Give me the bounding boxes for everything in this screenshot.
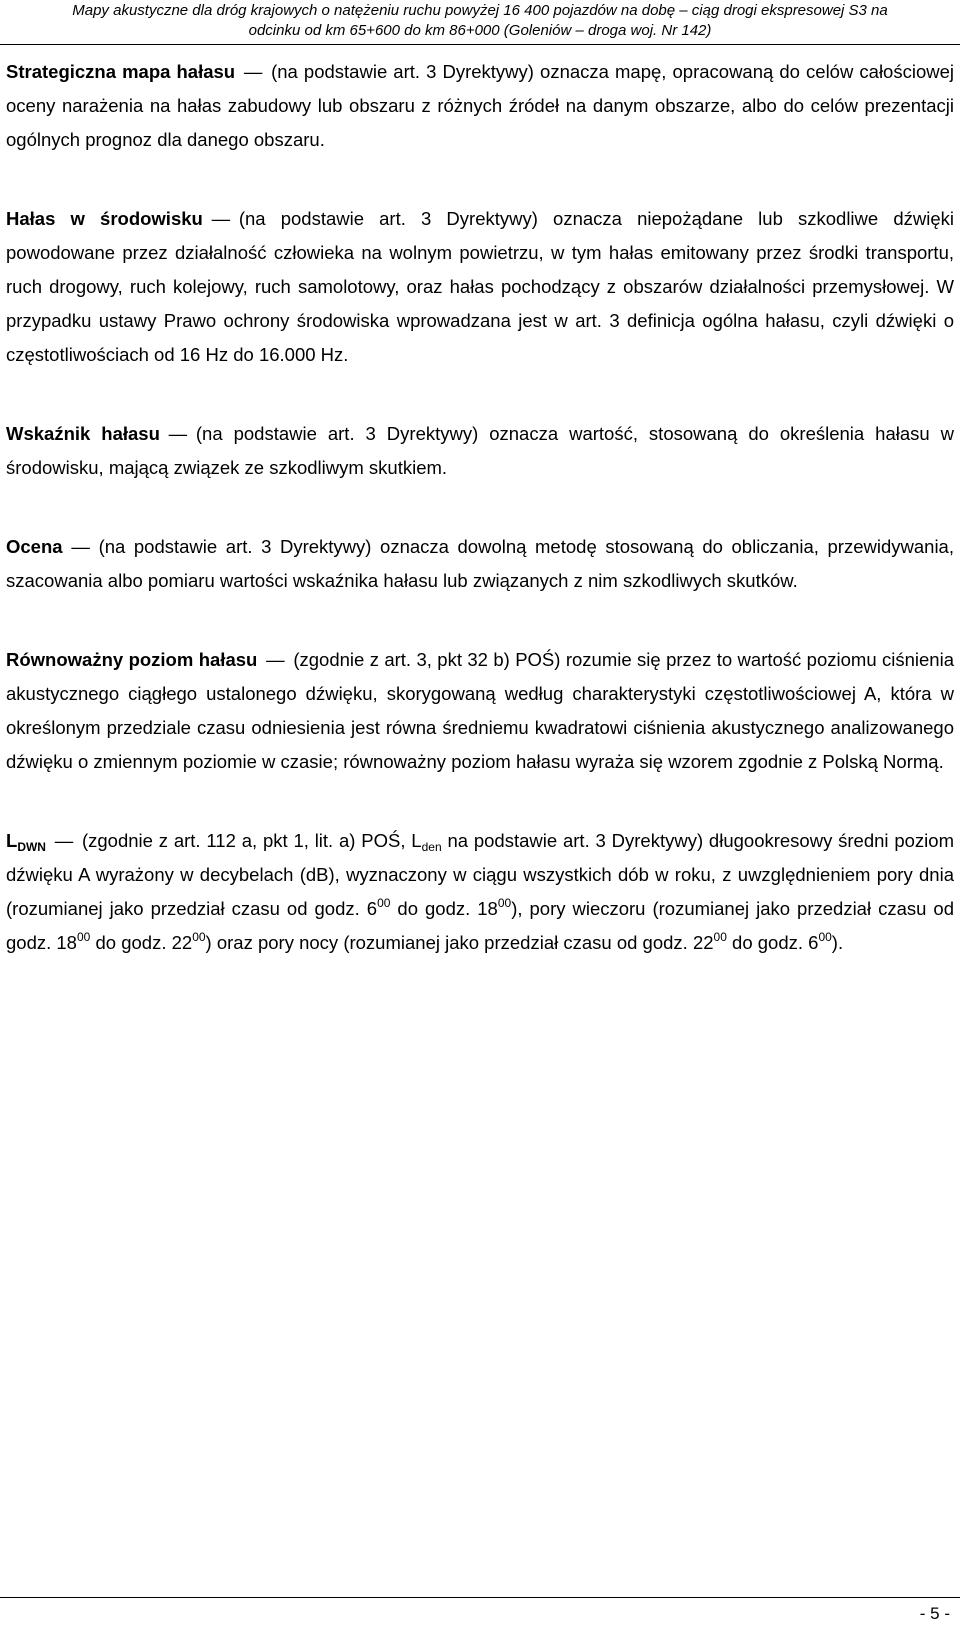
definition-environmental-noise <box>6 202 954 372</box>
superscript: 00 <box>76 930 91 944</box>
definition-text: (na podstawie art. 3 Dyrektywy) oznacza niepożądane lub szkodliwe dźwięki powodowane przez działalność człowieka na wolnym powietrzu, w tym hałas emitowany przez środki transportu, ruch drogowy, ruch kolejowy, ruch samolotowy, oraz hałas pochodzący z obszarów działalności przemysłowej. W przypadku ustawy Prawo ochrony środowiska wprowadzana jest w art. 3 definicja ogólna hałasu, czyli dźwięki o częstotliwościach od 16 Hz do 16.000 Hz. <box>6 208 954 365</box>
header-line-1: Mapy akustyczne dla dróg krajowych o natężeniu ruchu powyżej 16 400 pojazdów na dobę – ciąg drogi ekspresowej S3 na <box>72 2 888 19</box>
footer-divider <box>0 1597 960 1598</box>
subscript-den: den <box>421 840 442 854</box>
page-header <box>0 0 960 42</box>
definition-strategic-noise-map <box>6 55 954 157</box>
definition-equivalent-noise-level <box>6 643 954 779</box>
document-body <box>6 55 954 960</box>
definition-text: (zgodnie z art. 3, pkt 32 b) POŚ) rozumie się przez to wartość poziomu ciśnienia akustycznego ciągłego ustalonego dźwięku, skorygowaną według charakterystyki częstotliwościowej A, która w określonym przedziale czasu odniesienia jest równa średniemu kwadratowi ciśnienia akustycznego analizowanego dźwięku o zmiennym poziomie w czasie; równoważny poziom hałasu wyraża się wzorem zgodnie z Polską Normą. <box>6 649 954 772</box>
dash: — <box>266 649 285 670</box>
term-assessment: Ocena <box>6 536 63 557</box>
dash: — <box>168 423 188 444</box>
header-divider <box>0 44 960 45</box>
term-ldwn-main: L <box>6 830 18 851</box>
definition-text-6: ) oraz pory nocy (rozumianej jako przedział czasu od godz. 22 <box>205 932 714 953</box>
definition-text-5: do godz. 22 <box>90 932 193 953</box>
dash: — <box>243 61 263 82</box>
dash: — <box>54 830 74 851</box>
definition-text-7: do godz. 6 <box>726 932 819 953</box>
term-ldwn <box>6 830 46 854</box>
definition-assessment <box>6 530 954 598</box>
term-strategic-noise-map: Strategiczna mapa hałasu <box>6 61 236 82</box>
definition-ldwn <box>6 824 954 960</box>
definition-text: (na podstawie art. 3 Dyrektywy) oznacza dowolną metodę stosowaną do obliczania, przewidywania, szacowania albo pomiaru wartości wskaźnika hałasu lub związanych z nim szkodliwych skutków. <box>6 536 954 591</box>
dash: — <box>71 536 90 557</box>
definition-noise-indicator <box>6 417 954 485</box>
definition-text-3: do godz. 18 <box>390 898 498 919</box>
superscript: 00 <box>713 930 727 944</box>
superscript: 00 <box>818 930 832 944</box>
term-equivalent-noise-level: Równoważny poziom hałasu <box>6 649 258 670</box>
definition-text-4: ), pory wieczoru (rozumianej jako przedział czasu od godz. 18 <box>6 898 954 953</box>
superscript: 00 <box>377 896 391 910</box>
definition-text-2: na podstawie art. 3 Dyrektywy) długookresowy średni poziom dźwięku A wyrażony w decybelach (dB), wyznaczony w ciągu wszystkich dób w roku, z uwzględnieniem pory dnia (rozumianej jako przedział czasu od godz. 6 <box>6 830 954 919</box>
term-ldwn-subscript: DWN <box>17 840 46 854</box>
header-line-2: odcinku od km 65+600 do km 86+000 (Goleniów – droga woj. Nr 142) <box>248 22 712 39</box>
page-number: - 5 - <box>919 1604 950 1623</box>
dash: — <box>211 208 231 229</box>
term-noise-indicator: Wskaźnik hałasu <box>6 423 160 444</box>
term-environmental-noise: Hałas w środowisku <box>6 208 203 229</box>
definition-text-1: (zgodnie z art. 112 a, pkt 1, lit. a) POŚ, L <box>81 830 422 851</box>
definition-text: (na podstawie art. 3 Dyrektywy) oznacza mapę, opracowaną do celów całościowej oceny narażenia na hałas zabudowy lub obszaru z różnych źródeł na danym obszarze, albo do celów prezentacji ogólnych prognoz dla danego obszaru. <box>6 61 954 150</box>
superscript: 00 <box>192 930 206 944</box>
definition-text: (na podstawie art. 3 Dyrektywy) oznacza wartość, stosowaną do określenia hałasu w środowisku, mającą związek ze szkodliwym skutkiem. <box>6 423 955 478</box>
superscript: 00 <box>497 896 512 910</box>
definition-text-8: ). <box>831 932 844 953</box>
